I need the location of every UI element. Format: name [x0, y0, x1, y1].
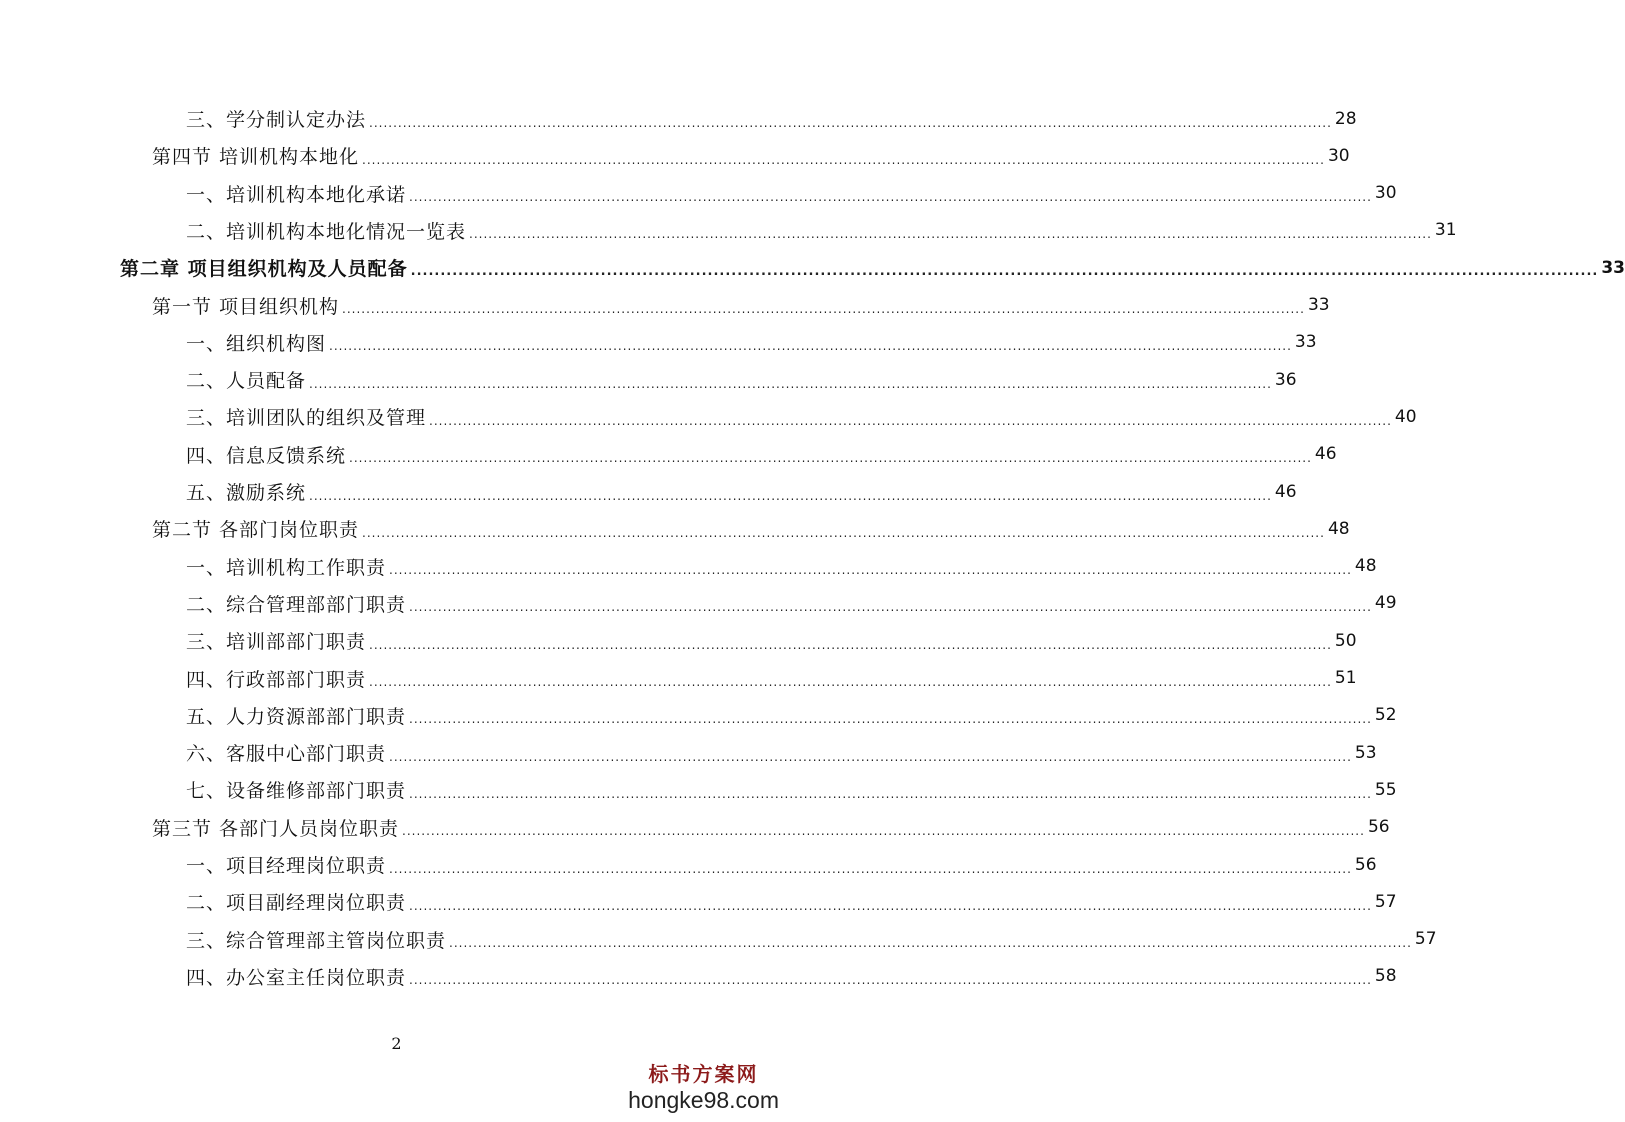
toc-entry-page: 28 [1334, 108, 1357, 129]
toc-section-entry[interactable] [152, 287, 1330, 324]
toc-entry-page: 33 [1307, 295, 1330, 315]
toc-dot-leader: ........................................................................................................................................................................................................ [349, 451, 1312, 466]
toc-item-entry[interactable] [186, 361, 1297, 398]
toc-entry-title: 六、客服中心部门职责 [186, 743, 387, 766]
toc-entry-page: 48 [1327, 518, 1350, 539]
toc-section-entry[interactable] [152, 510, 1350, 547]
toc-dot-leader: ........................................................................................................................................................................................................ [409, 600, 1372, 615]
toc-item-entry[interactable] [186, 958, 1397, 995]
toc-item-entry[interactable] [186, 622, 1357, 659]
toc-dot-leader: ........................................................................................................................................................................................................ [369, 675, 1332, 689]
page-number: 2 [391, 1034, 402, 1053]
toc-entry-page: 36 [1274, 369, 1297, 390]
toc-entry-title: 三、学分制认定办法 [186, 109, 367, 131]
toc-entry-page: 46 [1274, 481, 1297, 502]
toc-entry-page: 51 [1334, 668, 1357, 688]
toc-section-entry[interactable] [152, 137, 1350, 174]
toc-entry-title: 一、项目经理岗位职责 [186, 855, 387, 877]
toc-entry-page: 46 [1314, 444, 1337, 465]
toc-entry-page: 56 [1367, 817, 1390, 838]
toc-item-entry[interactable] [186, 585, 1397, 622]
toc-entry-title: 四、办公室主任岗位职责 [186, 966, 407, 989]
toc-entry-page: 33 [1294, 332, 1317, 353]
site-watermark [628, 1058, 779, 1114]
toc-dot-leader: ........................................................................................................................................................................................................ [389, 861, 1352, 876]
toc-entry-title: 一、培训机构工作职责 [186, 556, 387, 579]
toc-entry-title: 第二节 各部门岗位职责 [152, 519, 360, 542]
toc-entry-title: 一、培训机构本地化承诺 [186, 183, 407, 206]
toc-entry-title: 二、综合管理部部门职责 [186, 593, 407, 616]
toc-entry-page: 30 [1327, 145, 1350, 166]
toc-dot-leader: ........................................................................................................................................................................................................ [409, 898, 1372, 913]
toc-dot-leader: ........................................................................................................................................................................................................ [362, 525, 1325, 540]
toc-entry-title: 二、项目副经理岗位职责 [186, 892, 407, 915]
toc-dot-leader: ........................................................................................................................................................................................................ [369, 637, 1332, 652]
toc-entry-title: 四、信息反馈系统 [186, 444, 347, 467]
toc-dot-leader: ........................................................................................................................................................................................................ [409, 973, 1372, 988]
toc-dot-leader: ........................................................................................................................................................................................................ [410, 264, 1599, 280]
toc-entry-title: 三、培训部部门职责 [186, 631, 367, 654]
toc-dot-leader: ........................................................................................................................................................................................................ [409, 712, 1372, 727]
toc-item-entry[interactable] [186, 734, 1377, 771]
toc-dot-leader: ........................................................................................................................................................................................................ [389, 749, 1352, 764]
toc-entry-page: 31 [1434, 220, 1457, 241]
toc-item-entry[interactable] [186, 883, 1397, 920]
toc-entry-page: 49 [1374, 593, 1397, 614]
toc-item-entry[interactable] [186, 212, 1457, 249]
toc-entry-page: 52 [1374, 705, 1397, 726]
toc-entry-page: 58 [1374, 966, 1397, 987]
toc-item-entry[interactable] [186, 436, 1337, 473]
toc-dot-leader: ........................................................................................................................................................................................................ [329, 339, 1292, 354]
toc-entry-page: 56 [1354, 854, 1377, 875]
toc-dot-leader: ........................................................................................................................................................................................................ [369, 115, 1332, 130]
toc-entry-page: 33 [1601, 257, 1625, 278]
toc-entry-page: 40 [1394, 406, 1417, 427]
toc-item-entry[interactable] [186, 324, 1317, 361]
toc-dot-leader: ........................................................................................................................................................................................................ [409, 786, 1372, 801]
toc-entry-title: 第四节 培训机构本地化 [152, 146, 360, 169]
toc-dot-leader: ........................................................................................................................................................................................................ [449, 936, 1412, 951]
toc-item-entry[interactable] [186, 697, 1397, 734]
toc-entry-page: 50 [1334, 630, 1357, 651]
toc-entry-page: 48 [1354, 556, 1377, 577]
toc-entry-title: 二、培训机构本地化情况一览表 [186, 220, 467, 243]
toc-entry-title: 第三节 各部门人员岗位职责 [152, 817, 400, 840]
toc-entry-title: 第二章 项目组织机构及人员配备 [120, 258, 408, 281]
toc-item-entry[interactable] [186, 473, 1297, 510]
toc-entry-page: 57 [1414, 929, 1437, 950]
toc-entry-page: 53 [1354, 742, 1377, 763]
toc-entry-page: 55 [1374, 779, 1397, 800]
toc-entry-page: 30 [1374, 183, 1397, 204]
toc-item-entry[interactable] [186, 771, 1397, 808]
toc-dot-leader: ........................................................................................................................................................................................................ [469, 227, 1432, 242]
watermark-cn: 标书方案网 [648, 1064, 759, 1086]
toc-item-entry[interactable] [186, 398, 1417, 435]
toc-dot-leader: ........................................................................................................................................................................................................ [389, 563, 1352, 578]
toc-entry-title: 四、行政部部门职责 [186, 668, 367, 691]
toc-item-entry[interactable] [186, 660, 1357, 697]
toc-section-entry[interactable] [152, 809, 1390, 846]
toc-chapter-entry[interactable] [120, 249, 1625, 286]
toc-entry-title: 五、人力资源部部门职责 [186, 705, 407, 728]
toc-item-entry[interactable] [186, 846, 1377, 883]
toc-dot-leader: ........................................................................................................................................................................................................ [362, 152, 1325, 167]
toc-item-entry[interactable] [186, 175, 1397, 212]
toc-entry-title: 第一节 项目组织机构 [152, 295, 340, 318]
toc-item-entry[interactable] [186, 100, 1357, 137]
toc-dot-leader: ........................................................................................................................................................................................................ [429, 413, 1392, 428]
toc-dot-leader: ........................................................................................................................................................................................................ [309, 488, 1272, 503]
toc-entry-title: 五、激励系统 [186, 482, 307, 504]
toc-entry-title: 一、组织机构图 [186, 332, 327, 355]
watermark-en: hongke98.com [628, 1087, 779, 1113]
toc-dot-leader: ........................................................................................................................................................................................................ [402, 824, 1365, 839]
toc-entry-title: 三、培训团队的组织及管理 [186, 407, 427, 430]
toc-dot-leader: ........................................................................................................................................................................................................ [309, 376, 1272, 391]
toc-entry-title: 二、人员配备 [186, 370, 307, 393]
toc-item-entry[interactable] [186, 548, 1377, 585]
toc-dot-leader: ........................................................................................................................................................................................................ [342, 302, 1305, 316]
toc-entry-title: 七、设备维修部部门职责 [186, 780, 407, 803]
toc-item-entry[interactable] [186, 921, 1437, 958]
toc-entry-page: 57 [1374, 891, 1397, 912]
toc-entry-title: 三、综合管理部主管岗位职责 [186, 929, 447, 952]
toc-dot-leader: ........................................................................................................................................................................................................ [409, 190, 1372, 205]
